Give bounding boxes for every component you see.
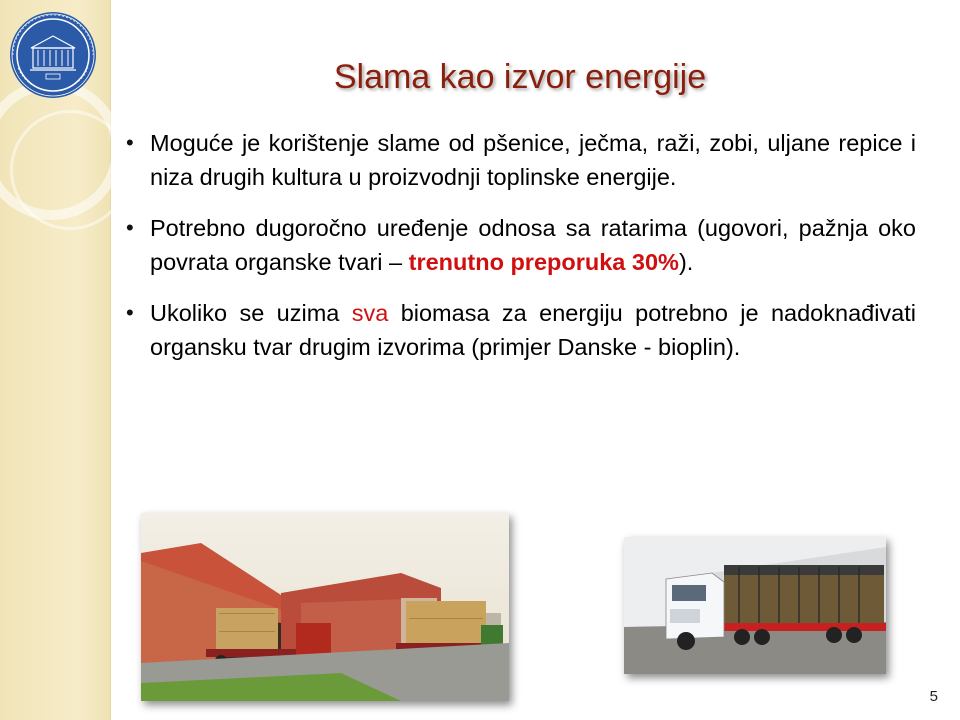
bullet-item-1 bbox=[120, 126, 916, 194]
bullet-text-3-end: biomasa za energiju potrebno je nadoknađivati organsku tvar drugim izvorima (primjer Danske - bioplin). bbox=[150, 300, 916, 360]
bullet-text-1: Moguće je korištenje slame od pšenice, ječma, raži, zobi, uljane repice i niza drugih kultura u proizvodnji toplinske energije. bbox=[150, 130, 916, 190]
bullet-text-2-start: Potrebno dugoročno uređenje odnosa sa ratarima (ugovori, pažnja oko povrata organske tvari – bbox=[150, 215, 916, 275]
recommendation-highlight: trenutno preporuka 30% bbox=[408, 249, 679, 275]
truck-straw-bales-photo bbox=[624, 537, 886, 674]
page-number: 5 bbox=[929, 688, 938, 705]
decorative-arc-inner bbox=[10, 110, 130, 230]
bullet-text-2 bbox=[150, 211, 916, 279]
bullet-dot: • bbox=[126, 300, 134, 325]
bullet-text-3-start: Ukoliko se uzima bbox=[150, 300, 352, 326]
sva-highlight: sva bbox=[351, 300, 389, 326]
bullet-list bbox=[120, 126, 916, 381]
bullet-text-3 bbox=[150, 296, 916, 364]
bullet-dot: • bbox=[126, 130, 134, 155]
slide-title: Slama kao izvor energije bbox=[333, 58, 707, 96]
sidebar-decoration bbox=[0, 0, 111, 720]
bullet-item-3 bbox=[120, 296, 916, 364]
university-seal-logo bbox=[8, 10, 98, 100]
bullet-text-2-end: ). bbox=[678, 249, 694, 275]
barn-straw-bales-photo bbox=[141, 513, 509, 701]
bullet-item-2 bbox=[120, 211, 916, 279]
bullet-dot: • bbox=[126, 215, 134, 240]
